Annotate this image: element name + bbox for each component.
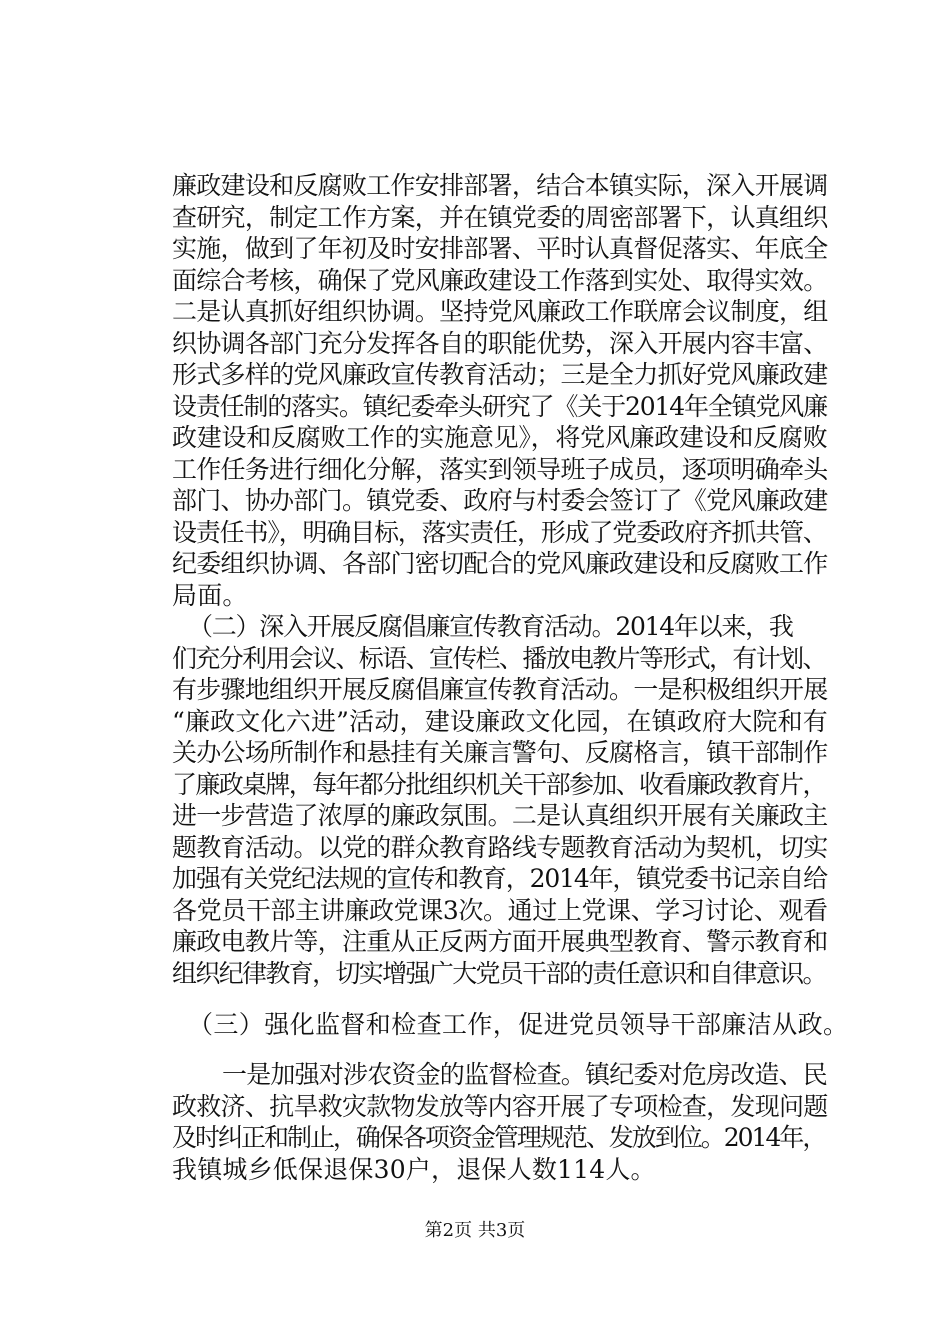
body-line: 加强有关党纪法规的宣传和教育，2014年，镇党委书记亲自给 — [172, 864, 827, 893]
body-line: 关办公场所制作和悬挂有关廉言警句、反腐格言，镇干部制作 — [172, 738, 828, 767]
body-line: 廉政电教片等，注重从正反两方面开展典型教育、警示教育和 — [172, 927, 828, 956]
page-footer: 第2页 共3页 — [424, 1220, 526, 1241]
body-line: 政救济、抗旱救灾款物发放等内容开展了专项检查，发现问题 — [172, 1092, 828, 1121]
body-line: 查研究，制定工作方案，并在镇党委的周密部署下，认真组织 — [172, 203, 828, 232]
body-line: 一是加强对涉农资金的监督检查。镇纪委对危房改造、民 — [222, 1060, 828, 1089]
body-line: 们充分利用会议、标语、宣传栏、播放电教片等形式，有计划、 — [172, 644, 826, 673]
body-line: 廉政建设和反腐败工作安排部署，结合本镇实际，深入开展调 — [172, 171, 828, 200]
body-line: 组织纪律教育，切实增强广大党员干部的责任意识和自律意识。 — [172, 959, 826, 988]
body-line: 部门、协办部门。镇党委、政府与村委会签订了《党风廉政建 — [172, 486, 828, 515]
body-line: 实施，做到了年初及时安排部署、平时认真督促落实、年底全 — [172, 234, 828, 263]
body-line: “廉政文化六进”活动，建设廉政文化园，在镇政府大院和有 — [172, 707, 828, 736]
body-line: 我镇城乡低保退保30户，退保人数114人。 — [172, 1155, 656, 1184]
body-line: 局面。 — [172, 581, 248, 610]
section-heading-2: （二）深入开展反腐倡廉宣传教育活动。2014年以来，我 — [188, 612, 793, 641]
body-line: 形式多样的党风廉政宣传教育活动；三是全力抓好党风廉政建 — [172, 360, 828, 389]
body-line: 二是认真抓好组织协调。坚持党风廉政工作联席会议制度，组 — [172, 297, 828, 326]
body-line: 工作任务进行细化分解，落实到领导班子成员，逐项明确牵头 — [172, 455, 828, 484]
body-line: 各党员干部主讲廉政党课3次。通过上党课、学习讨论、观看 — [172, 896, 828, 925]
body-line: 进一步营造了浓厚的廉政氛围。二是认真组织开展有关廉政主 — [172, 801, 828, 830]
body-line: 题教育活动。以党的群众教育路线专题教育活动为契机，切实 — [172, 833, 828, 862]
body-line: 及时纠正和制止，确保各项资金管理规范、发放到位。2014年， — [172, 1123, 826, 1152]
body-line: 纪委组织协调、各部门密切配合的党风廉政建设和反腐败工作 — [172, 549, 828, 578]
body-line: 设责任制的落实。镇纪委牵头研究了《关于2014年全镇党风廉 — [172, 392, 827, 421]
section-heading-3: （三）强化监督和检查工作，促进党员领导干部廉洁从政。 — [188, 1010, 849, 1039]
body-line: 设责任书》，明确目标，落实责任，形成了党委政府齐抓共管、 — [172, 518, 827, 547]
body-line: 面综合考核，确保了党风廉政建设工作落到实处、取得实效。 — [172, 266, 828, 295]
body-line: 了廉政桌牌，每年都分批组织机关干部参加、收看廉政教育片， — [172, 770, 826, 799]
body-line: 有步骤地组织开展反腐倡廉宣传教育活动。一是积极组织开展 — [172, 675, 828, 704]
body-line: 织协调各部门充分发挥各自的职能优势，深入开展内容丰富、 — [172, 329, 828, 358]
body-line: 政建设和反腐败工作的实施意见》，将党风廉政建设和反腐败 — [172, 423, 828, 452]
